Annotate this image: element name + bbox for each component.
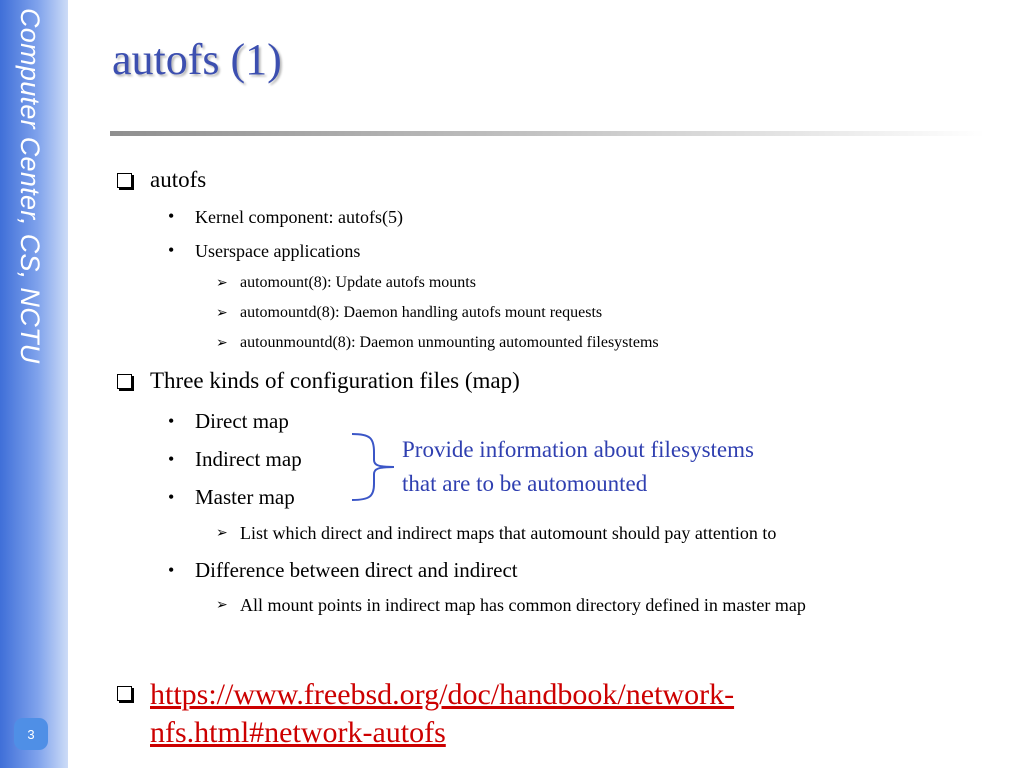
bullet-direct-map: Direct map bbox=[195, 409, 289, 433]
checkbox-bullet-icon bbox=[117, 686, 132, 701]
bullet-icon: • bbox=[168, 487, 175, 507]
arrow-bullet-icon: ➢ bbox=[216, 526, 228, 541]
note-line-1: Provide information about filesystems bbox=[402, 437, 754, 462]
arrow-bullet-icon: ➢ bbox=[216, 276, 228, 291]
note-line-2: that are to be automounted bbox=[402, 471, 648, 496]
arrow-bullet-icon: ➢ bbox=[216, 598, 228, 613]
bullet-kernel-component: Kernel component: autofs(5) bbox=[195, 207, 403, 227]
slide-title: autofs (1) bbox=[112, 35, 282, 84]
bullet-userspace-apps: Userspace applications bbox=[195, 241, 361, 261]
bullet-icon: • bbox=[168, 240, 175, 260]
bullet-icon: • bbox=[168, 206, 175, 226]
bullet-icon: • bbox=[168, 411, 175, 431]
bullet-icon: • bbox=[168, 449, 175, 469]
section-heading-config-files: Three kinds of configuration files (map) bbox=[150, 368, 520, 393]
sub-bullet-difference-desc: All mount points in indirect map has common directory defined in master map bbox=[240, 595, 806, 615]
bullet-master-map: Master map bbox=[195, 485, 295, 509]
freebsd-handbook-link-part1[interactable]: https://www.freebsd.org/doc/handbook/network- bbox=[150, 678, 735, 711]
curly-brace-icon bbox=[350, 432, 400, 502]
checkbox-bullet-icon bbox=[117, 374, 132, 389]
bullet-indirect-map: Indirect map bbox=[195, 447, 302, 471]
checkbox-bullet-icon bbox=[117, 173, 132, 188]
arrow-bullet-icon: ➢ bbox=[216, 336, 228, 351]
sub-bullet-automount: automount(8): Update autofs mounts bbox=[240, 274, 476, 291]
section-heading-autofs: autofs bbox=[150, 167, 207, 192]
title-divider bbox=[110, 131, 985, 136]
sidebar bbox=[0, 0, 68, 768]
sub-bullet-automountd: automountd(8): Daemon handling autofs mount requests bbox=[240, 304, 603, 321]
bullet-difference: Difference between direct and indirect bbox=[195, 558, 518, 582]
sub-bullet-autounmountd: autounmountd(8): Daemon unmounting automounted filesystems bbox=[240, 334, 659, 351]
sub-bullet-master-map-desc: List which direct and indirect maps that automount should pay attention to bbox=[240, 523, 777, 543]
arrow-bullet-icon: ➢ bbox=[216, 306, 228, 321]
org-vertical-text: Computer Center, CS, NCTU bbox=[15, 8, 45, 364]
bullet-icon: • bbox=[168, 560, 175, 580]
page-number-badge: 3 bbox=[14, 718, 48, 750]
handbook-link-block bbox=[150, 676, 734, 752]
freebsd-handbook-link-part2[interactable]: nfs.html#network-autofs bbox=[150, 716, 446, 749]
